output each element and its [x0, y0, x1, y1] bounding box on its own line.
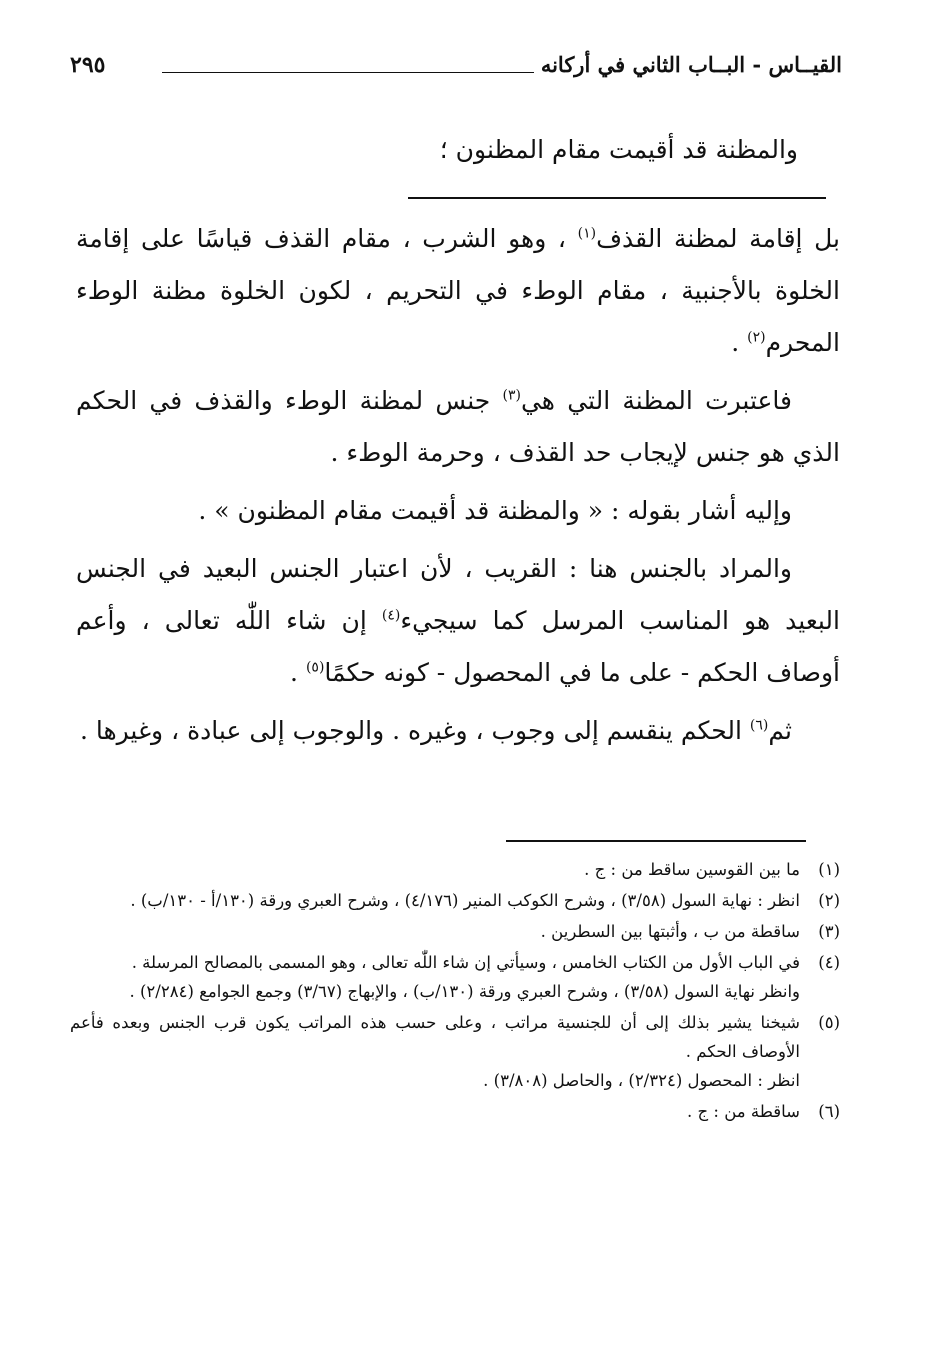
matn-rule — [408, 197, 826, 199]
paragraph-5-part-b: الحكم ينقسم إلى وجوب ، وغيره . والوجوب إلى عبادة ، وغيرها . — [79, 716, 750, 745]
paragraph-1-part-a: بل إقامة لمظنة القذف — [596, 224, 841, 253]
footnote-body — [70, 1097, 800, 1126]
footnote-2 — [70, 886, 840, 915]
page-number: ٢٩٥ — [70, 52, 106, 78]
footnote-number: (١) — [818, 860, 840, 879]
footnote-line: ما بين القوسين ساقط من : ج . — [584, 860, 800, 879]
footnotes — [70, 855, 840, 1128]
footnote-line: وانظر نهاية السول (٣/٥٨) ، وشرح العبري ورقة (١٣٠/ب) ، والإبهاج (٣/٦٧) وجمع الجوامع (٢/٢٨٤) . — [129, 982, 800, 1001]
paragraph-1-part-c: . — [731, 328, 748, 357]
paragraph-1 — [76, 213, 840, 369]
footnote-line: شيخنا يشير بذلك إلى أن للجنسية مراتب ، وعلى حسب هذه المراتب يكون قرب الجنس وبعده فأعم الأوصاف الحكم . — [70, 1013, 800, 1061]
footnote-ref-1: (١) — [577, 225, 597, 242]
footnote-body — [70, 1008, 800, 1095]
footnote-line: انظر : المحصول (٢/٣٢٤) ، والحاصل (٣/٨٠٨) . — [483, 1071, 800, 1090]
paragraph-2-part-a: فاعتبرت المظنة التي هي — [520, 386, 793, 415]
footnote-ref-3: (٣) — [502, 387, 521, 404]
footnote-number: (٢) — [818, 891, 840, 910]
paragraph-4-part-a: والمراد بالجنس هنا : القريب ، لأن اعتبار الجنس البعيد في الجنس البعيد هو المناسب المرسل كما سيجيء — [76, 554, 840, 635]
footnote-number: (٦) — [818, 1102, 840, 1121]
footnote-number: (٣) — [818, 922, 840, 941]
footnote-number: (٤) — [818, 953, 840, 972]
footnote-line: انظر : نهاية السول (٣/٥٨) ، وشرح الكوكب المنير (٤/١٧٦) ، وشرح العبري ورقة (١٣٠/أ - ١٣٠/ب) . — [130, 891, 800, 910]
matn-text: والمظنة قد أقيمت مقام المظنون ؛ — [439, 135, 798, 164]
header-rule — [162, 72, 534, 73]
footnote-line: في الباب الأول من الكتاب الخامس ، وسيأتي إن شاء اللّٰه تعالى ، وهو المسمى بالمصالح المرسلة . — [131, 953, 800, 972]
paragraph-5 — [76, 705, 840, 757]
page-header — [70, 52, 842, 92]
paragraph-4-part-b: إن شاء اللّٰه تعالى ، وأعم أوصاف الحكم - على ما في المحصول - كونه حكمًا — [76, 606, 840, 687]
commentary-body — [76, 213, 840, 763]
footnote-body — [70, 855, 800, 884]
paragraph-2-part-b: جنس لمظنة الوطء والقذف في الحكم الذي هو جنس لإيجاب حد القذف ، وحرمة الوطء . — [76, 386, 840, 467]
footnote-body — [70, 886, 800, 915]
footnote-separator — [506, 840, 806, 842]
footnote-line: ساقطة من : ج . — [687, 1102, 800, 1121]
footnote-ref-2: (٢) — [747, 329, 766, 346]
paragraph-5-part-a: ثم — [768, 716, 792, 745]
footnote-5 — [70, 1008, 840, 1095]
footnote-ref-4: (٤) — [381, 607, 401, 624]
footnote-number: (٥) — [818, 1013, 840, 1032]
footnote-body — [70, 948, 800, 1006]
footnote-6 — [70, 1097, 840, 1126]
footnote-ref-5: (٥) — [305, 659, 325, 676]
paragraph-1-part-b: ، وهو الشرب ، مقام القذف قياسًا على إقامة الخلوة بالأجنبية ، مقام الوطء في التحريم ، لكون الخلوة مظنة الوطء المحرم — [76, 224, 840, 357]
paragraph-4 — [76, 543, 840, 699]
paragraph-2 — [76, 375, 840, 479]
footnote-1 — [70, 855, 840, 884]
running-title: القيــاس - البــاب الثاني في أركانه — [540, 52, 842, 77]
footnote-body — [70, 917, 800, 946]
footnote-ref-6: (٦) — [749, 717, 769, 734]
paragraph-4-part-c: . — [290, 658, 306, 687]
footnote-4 — [70, 948, 840, 1006]
footnote-line: ساقطة من ب ، وأثبتها بين السطرين . — [540, 922, 800, 941]
footnote-3 — [70, 917, 840, 946]
paragraph-3: وإليه أشار بقوله : « والمظنة قد أقيمت مقام المظنون » . — [198, 496, 792, 525]
